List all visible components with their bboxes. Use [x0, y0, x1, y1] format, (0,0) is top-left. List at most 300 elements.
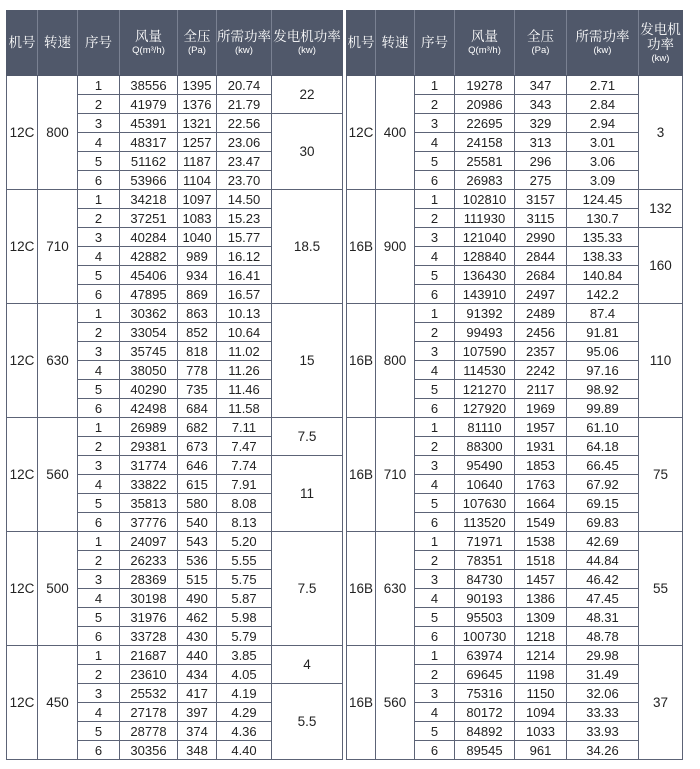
- pressure-cell: 1763: [515, 475, 567, 494]
- airflow-cell: 28778: [120, 722, 178, 741]
- header-motor: 发电机功率 (kw): [639, 11, 683, 76]
- pressure-cell: 275: [515, 171, 567, 190]
- model-cell: 12C: [7, 190, 38, 304]
- airflow-cell: 35745: [120, 342, 178, 361]
- power-cell: 7.11: [217, 418, 272, 437]
- power-cell: 99.89: [567, 399, 639, 418]
- model-cell: 16B: [347, 304, 376, 418]
- table-row: [7, 76, 343, 95]
- power-cell: 2.84: [567, 95, 639, 114]
- pressure-cell: 735: [178, 380, 217, 399]
- header-speed: 转速: [376, 11, 415, 76]
- seq-cell: 1: [78, 532, 120, 551]
- power-cell: 3.85: [217, 646, 272, 665]
- seq-cell: 3: [415, 114, 455, 133]
- airflow-cell: 27178: [120, 703, 178, 722]
- motor-power-cell: 5.5: [272, 684, 343, 760]
- speed-cell: 500: [38, 532, 78, 646]
- airflow-cell: 26233: [120, 551, 178, 570]
- model-cell: 16B: [347, 532, 376, 646]
- table-row: [7, 646, 343, 665]
- pressure-cell: 1853: [515, 456, 567, 475]
- power-cell: 33.33: [567, 703, 639, 722]
- pressure-cell: 1083: [178, 209, 217, 228]
- airflow-cell: 24158: [455, 133, 515, 152]
- seq-cell: 2: [78, 95, 120, 114]
- power-cell: 32.06: [567, 684, 639, 703]
- seq-cell: 3: [78, 456, 120, 475]
- airflow-cell: 91392: [455, 304, 515, 323]
- seq-cell: 5: [78, 380, 120, 399]
- power-cell: 11.02: [217, 342, 272, 361]
- power-cell: 48.31: [567, 608, 639, 627]
- header-airflow: 风量 Q(m³/h): [455, 11, 515, 76]
- pressure-cell: 869: [178, 285, 217, 304]
- speed-cell: 560: [376, 646, 415, 760]
- airflow-cell: 33054: [120, 323, 178, 342]
- seq-cell: 6: [78, 399, 120, 418]
- spec-table-left: [6, 10, 343, 760]
- table-row: [347, 532, 683, 551]
- pressure-cell: 1518: [515, 551, 567, 570]
- model-cell: 12C: [7, 418, 38, 532]
- motor-power-cell: 160: [639, 228, 683, 304]
- airflow-cell: 121040: [455, 228, 515, 247]
- pressure-cell: 1664: [515, 494, 567, 513]
- airflow-cell: 47895: [120, 285, 178, 304]
- pressure-cell: 1187: [178, 152, 217, 171]
- pressure-cell: 540: [178, 513, 217, 532]
- power-cell: 67.92: [567, 475, 639, 494]
- pressure-cell: 3157: [515, 190, 567, 209]
- table-row: [347, 646, 683, 665]
- power-cell: 15.23: [217, 209, 272, 228]
- speed-cell: 710: [38, 190, 78, 304]
- airflow-cell: 20986: [455, 95, 515, 114]
- airflow-cell: 111930: [455, 209, 515, 228]
- speed-cell: 710: [376, 418, 415, 532]
- airflow-cell: 42498: [120, 399, 178, 418]
- seq-cell: 4: [78, 247, 120, 266]
- power-cell: 5.79: [217, 627, 272, 646]
- pressure-cell: 989: [178, 247, 217, 266]
- power-cell: 23.47: [217, 152, 272, 171]
- motor-power-cell: 7.5: [272, 532, 343, 646]
- seq-cell: 6: [415, 741, 455, 760]
- seq-cell: 1: [415, 418, 455, 437]
- motor-power-cell: 11: [272, 456, 343, 532]
- table-body-right: [347, 76, 683, 760]
- airflow-cell: 45406: [120, 266, 178, 285]
- airflow-cell: 22695: [455, 114, 515, 133]
- airflow-cell: 40284: [120, 228, 178, 247]
- airflow-cell: 26989: [120, 418, 178, 437]
- model-cell: 12C: [347, 76, 376, 190]
- airflow-cell: 95490: [455, 456, 515, 475]
- pressure-cell: 374: [178, 722, 217, 741]
- seq-cell: 3: [78, 228, 120, 247]
- airflow-cell: 33822: [120, 475, 178, 494]
- pressure-cell: 778: [178, 361, 217, 380]
- power-cell: 5.55: [217, 551, 272, 570]
- pressure-cell: 2489: [515, 304, 567, 323]
- pressure-cell: 863: [178, 304, 217, 323]
- pressure-cell: 2456: [515, 323, 567, 342]
- power-cell: 7.91: [217, 475, 272, 494]
- seq-cell: 3: [415, 684, 455, 703]
- airflow-cell: 127920: [455, 399, 515, 418]
- pressure-cell: 434: [178, 665, 217, 684]
- pressure-cell: 296: [515, 152, 567, 171]
- power-cell: 8.13: [217, 513, 272, 532]
- header-pressure: 全压 (Pa): [515, 11, 567, 76]
- pressure-cell: 646: [178, 456, 217, 475]
- seq-cell: 2: [78, 323, 120, 342]
- seq-cell: 5: [415, 722, 455, 741]
- power-cell: 135.33: [567, 228, 639, 247]
- seq-cell: 6: [78, 513, 120, 532]
- power-cell: 61.10: [567, 418, 639, 437]
- power-cell: 4.19: [217, 684, 272, 703]
- table-row: [347, 304, 683, 323]
- pressure-cell: 1549: [515, 513, 567, 532]
- motor-power-cell: 110: [639, 304, 683, 418]
- table-row: [347, 190, 683, 209]
- airflow-cell: 69645: [455, 665, 515, 684]
- seq-cell: 2: [78, 209, 120, 228]
- pressure-cell: 2497: [515, 285, 567, 304]
- power-cell: 64.18: [567, 437, 639, 456]
- seq-cell: 3: [78, 114, 120, 133]
- pressure-cell: 2242: [515, 361, 567, 380]
- pressure-cell: 430: [178, 627, 217, 646]
- table-row: [347, 418, 683, 437]
- airflow-cell: 84892: [455, 722, 515, 741]
- seq-cell: 6: [78, 171, 120, 190]
- seq-cell: 4: [415, 475, 455, 494]
- pressure-cell: 818: [178, 342, 217, 361]
- pressure-cell: 1376: [178, 95, 217, 114]
- seq-cell: 5: [415, 380, 455, 399]
- power-cell: 23.70: [217, 171, 272, 190]
- power-cell: 2.94: [567, 114, 639, 133]
- table-row: [7, 190, 343, 209]
- airflow-cell: 42882: [120, 247, 178, 266]
- power-cell: 16.12: [217, 247, 272, 266]
- power-cell: 46.42: [567, 570, 639, 589]
- seq-cell: 6: [415, 513, 455, 532]
- airflow-cell: 21687: [120, 646, 178, 665]
- seq-cell: 4: [415, 133, 455, 152]
- pressure-cell: 348: [178, 741, 217, 760]
- airflow-cell: 84730: [455, 570, 515, 589]
- seq-cell: 4: [78, 703, 120, 722]
- pressure-cell: 313: [515, 133, 567, 152]
- seq-cell: 6: [415, 399, 455, 418]
- model-cell: 16B: [347, 646, 376, 760]
- power-cell: 22.56: [217, 114, 272, 133]
- seq-cell: 3: [415, 570, 455, 589]
- seq-cell: 3: [415, 342, 455, 361]
- pressure-cell: 580: [178, 494, 217, 513]
- model-cell: 16B: [347, 190, 376, 304]
- motor-power-cell: 55: [639, 532, 683, 646]
- header-power: 所需功率 (kw): [567, 11, 639, 76]
- power-cell: 42.69: [567, 532, 639, 551]
- seq-cell: 6: [78, 285, 120, 304]
- pressure-cell: 615: [178, 475, 217, 494]
- header-seq: 序号: [78, 11, 120, 76]
- header-pressure: 全压 (Pa): [178, 11, 217, 76]
- airflow-cell: 113520: [455, 513, 515, 532]
- motor-power-cell: 15: [272, 304, 343, 418]
- power-cell: 4.05: [217, 665, 272, 684]
- airflow-cell: 33728: [120, 627, 178, 646]
- power-cell: 2.71: [567, 76, 639, 95]
- pressure-cell: 1257: [178, 133, 217, 152]
- power-cell: 11.26: [217, 361, 272, 380]
- motor-power-cell: 3: [639, 76, 683, 190]
- pressure-cell: 852: [178, 323, 217, 342]
- pressure-cell: 1538: [515, 532, 567, 551]
- seq-cell: 4: [415, 703, 455, 722]
- speed-cell: 450: [38, 646, 78, 760]
- airflow-cell: 90193: [455, 589, 515, 608]
- power-cell: 7.74: [217, 456, 272, 475]
- power-cell: 5.87: [217, 589, 272, 608]
- airflow-cell: 24097: [120, 532, 178, 551]
- seq-cell: 3: [78, 342, 120, 361]
- power-cell: 69.15: [567, 494, 639, 513]
- power-cell: 91.81: [567, 323, 639, 342]
- power-cell: 138.33: [567, 247, 639, 266]
- power-cell: 20.74: [217, 76, 272, 95]
- pressure-cell: 2844: [515, 247, 567, 266]
- seq-cell: 1: [415, 190, 455, 209]
- model-cell: 12C: [7, 532, 38, 646]
- power-cell: 4.29: [217, 703, 272, 722]
- pressure-cell: 2684: [515, 266, 567, 285]
- seq-cell: 4: [415, 247, 455, 266]
- model-cell: 16B: [347, 418, 376, 532]
- pressure-cell: 1040: [178, 228, 217, 247]
- seq-cell: 5: [78, 722, 120, 741]
- airflow-cell: 95503: [455, 608, 515, 627]
- power-cell: 14.50: [217, 190, 272, 209]
- table-row: [7, 418, 343, 437]
- seq-cell: 6: [415, 285, 455, 304]
- seq-cell: 2: [415, 665, 455, 684]
- motor-power-cell: 7.5: [272, 418, 343, 456]
- airflow-cell: 26983: [455, 171, 515, 190]
- pressure-cell: 1214: [515, 646, 567, 665]
- pressure-cell: 1218: [515, 627, 567, 646]
- power-cell: 47.45: [567, 589, 639, 608]
- power-cell: 11.58: [217, 399, 272, 418]
- airflow-cell: 30362: [120, 304, 178, 323]
- airflow-cell: 10640: [455, 475, 515, 494]
- power-cell: 95.06: [567, 342, 639, 361]
- airflow-cell: 25532: [120, 684, 178, 703]
- seq-cell: 1: [78, 646, 120, 665]
- airflow-cell: 71971: [455, 532, 515, 551]
- seq-cell: 2: [415, 551, 455, 570]
- power-cell: 4.40: [217, 741, 272, 760]
- airflow-cell: 40290: [120, 380, 178, 399]
- airflow-cell: 128840: [455, 247, 515, 266]
- speed-cell: 900: [376, 190, 415, 304]
- pressure-cell: 2117: [515, 380, 567, 399]
- seq-cell: 4: [78, 475, 120, 494]
- seq-cell: 2: [415, 95, 455, 114]
- airflow-cell: 53966: [120, 171, 178, 190]
- airflow-cell: 37251: [120, 209, 178, 228]
- seq-cell: 2: [78, 437, 120, 456]
- airflow-cell: 78351: [455, 551, 515, 570]
- airflow-cell: 136430: [455, 266, 515, 285]
- power-cell: 5.98: [217, 608, 272, 627]
- seq-cell: 2: [78, 665, 120, 684]
- motor-power-cell: 18.5: [272, 190, 343, 304]
- pressure-cell: 462: [178, 608, 217, 627]
- airflow-cell: 107630: [455, 494, 515, 513]
- header-speed: 转速: [38, 11, 78, 76]
- seq-cell: 2: [415, 209, 455, 228]
- seq-cell: 3: [415, 456, 455, 475]
- airflow-cell: 121270: [455, 380, 515, 399]
- power-cell: 4.36: [217, 722, 272, 741]
- pressure-cell: 1386: [515, 589, 567, 608]
- header-model: 机号: [347, 11, 376, 76]
- seq-cell: 2: [415, 437, 455, 456]
- seq-cell: 2: [78, 551, 120, 570]
- pressure-cell: 1931: [515, 437, 567, 456]
- airflow-cell: 48317: [120, 133, 178, 152]
- motor-power-cell: 37: [639, 646, 683, 760]
- motor-power-cell: 75: [639, 418, 683, 532]
- motor-power-cell: 132: [639, 190, 683, 228]
- pressure-cell: 397: [178, 703, 217, 722]
- power-cell: 140.84: [567, 266, 639, 285]
- model-cell: 12C: [7, 646, 38, 760]
- pressure-cell: 1094: [515, 703, 567, 722]
- spec-table-right: [346, 10, 683, 760]
- pressure-cell: 2357: [515, 342, 567, 361]
- seq-cell: 1: [78, 304, 120, 323]
- seq-cell: 5: [78, 608, 120, 627]
- table-body-left: [7, 76, 343, 760]
- header-seq: 序号: [415, 11, 455, 76]
- seq-cell: 5: [415, 494, 455, 513]
- header-motor: 发电机功率 (kw): [272, 11, 343, 76]
- airflow-cell: 75316: [455, 684, 515, 703]
- pressure-cell: 417: [178, 684, 217, 703]
- airflow-cell: 99493: [455, 323, 515, 342]
- power-cell: 66.45: [567, 456, 639, 475]
- airflow-cell: 35813: [120, 494, 178, 513]
- airflow-cell: 114530: [455, 361, 515, 380]
- seq-cell: 3: [78, 570, 120, 589]
- seq-cell: 4: [78, 361, 120, 380]
- airflow-cell: 45391: [120, 114, 178, 133]
- motor-power-cell: 4: [272, 646, 343, 684]
- power-cell: 15.77: [217, 228, 272, 247]
- seq-cell: 1: [415, 76, 455, 95]
- power-cell: 10.13: [217, 304, 272, 323]
- seq-cell: 1: [78, 76, 120, 95]
- airflow-cell: 80172: [455, 703, 515, 722]
- seq-cell: 3: [415, 228, 455, 247]
- motor-power-cell: 22: [272, 76, 343, 114]
- power-cell: 31.49: [567, 665, 639, 684]
- seq-cell: 5: [78, 494, 120, 513]
- header-power: 所需功率 (kw): [217, 11, 272, 76]
- power-cell: 23.06: [217, 133, 272, 152]
- seq-cell: 1: [415, 304, 455, 323]
- seq-cell: 4: [415, 361, 455, 380]
- power-cell: 3.01: [567, 133, 639, 152]
- pressure-cell: 1457: [515, 570, 567, 589]
- power-cell: 97.16: [567, 361, 639, 380]
- power-cell: 3.09: [567, 171, 639, 190]
- power-cell: 5.20: [217, 532, 272, 551]
- power-cell: 48.78: [567, 627, 639, 646]
- speed-cell: 630: [376, 532, 415, 646]
- airflow-cell: 30198: [120, 589, 178, 608]
- airflow-cell: 29381: [120, 437, 178, 456]
- model-cell: 12C: [7, 76, 38, 190]
- airflow-cell: 25581: [455, 152, 515, 171]
- pressure-cell: 343: [515, 95, 567, 114]
- pressure-cell: 329: [515, 114, 567, 133]
- airflow-cell: 37776: [120, 513, 178, 532]
- pressure-cell: 515: [178, 570, 217, 589]
- airflow-cell: 51162: [120, 152, 178, 171]
- seq-cell: 1: [415, 646, 455, 665]
- seq-cell: 6: [415, 171, 455, 190]
- seq-cell: 6: [78, 741, 120, 760]
- seq-cell: 4: [415, 589, 455, 608]
- table-row: [347, 76, 683, 95]
- power-cell: 16.57: [217, 285, 272, 304]
- airflow-cell: 28369: [120, 570, 178, 589]
- power-cell: 3.06: [567, 152, 639, 171]
- pressure-cell: 934: [178, 266, 217, 285]
- pressure-cell: 1198: [515, 665, 567, 684]
- pressure-cell: 1104: [178, 171, 217, 190]
- power-cell: 10.64: [217, 323, 272, 342]
- seq-cell: 5: [415, 266, 455, 285]
- airflow-cell: 31774: [120, 456, 178, 475]
- pressure-cell: 490: [178, 589, 217, 608]
- model-cell: 12C: [7, 304, 38, 418]
- seq-cell: 1: [78, 418, 120, 437]
- airflow-cell: 89545: [455, 741, 515, 760]
- airflow-cell: 100730: [455, 627, 515, 646]
- header-row: [7, 11, 343, 76]
- table-row: [7, 304, 343, 323]
- pressure-cell: 1395: [178, 76, 217, 95]
- power-cell: 8.08: [217, 494, 272, 513]
- pressure-cell: 543: [178, 532, 217, 551]
- seq-cell: 4: [78, 589, 120, 608]
- speed-cell: 630: [38, 304, 78, 418]
- power-cell: 11.46: [217, 380, 272, 399]
- pressure-cell: 1097: [178, 190, 217, 209]
- power-cell: 98.92: [567, 380, 639, 399]
- pressure-cell: 1150: [515, 684, 567, 703]
- airflow-cell: 63974: [455, 646, 515, 665]
